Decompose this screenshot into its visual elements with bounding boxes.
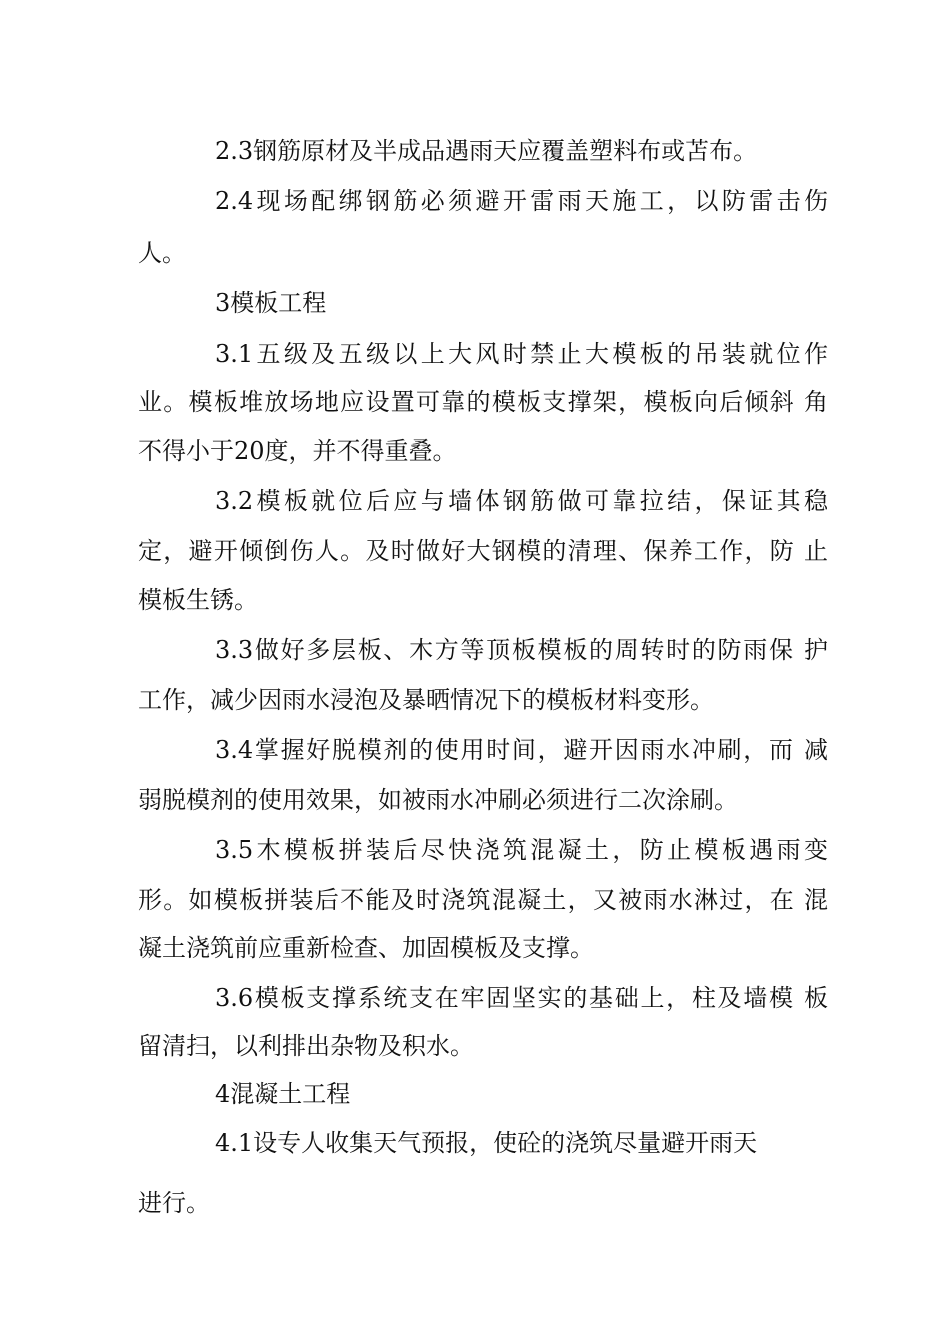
paragraph-3-4-line-2: 弱脱模剂的使用效果，如被雨水冲刷必须进行二次涂刷。 [138,786,738,814]
paragraph-3-4-line-1: 3.4掌握好脱模剂的使用时间，避开因雨水冲刷，而 减 [215,736,828,764]
paragraph-2-4-line-1: 2.4现场配绑钢筋必须避开雷雨天施工，以防雷击伤 [215,187,828,215]
paragraph-3-1-line-2: 业。模板堆放场地应设置可靠的模板支撑架，模板向后倾斜 角 [138,388,828,416]
paragraph-3-1-line-1: 3.1五级及五级以上大风时禁止大模板的吊装就位作 [215,340,828,368]
paragraph-3-3-line-1: 3.3做好多层板、木方等顶板模板的周转时的防雨保 护 [215,636,828,664]
paragraph-3-5-line-2: 形。如模板拼装后不能及时浇筑混凝土，又被雨水淋过，在 混 [138,886,828,914]
paragraph-3-2-line-3: 模板生锈。 [138,586,258,614]
paragraph-3-3-line-2: 工作，减少因雨水浸泡及暴晒情况下的模板材料变形。 [138,686,714,714]
paragraph-3-6-line-2: 留清扫，以利排出杂物及积水。 [138,1032,474,1060]
paragraph-4-1-line-2: 进行。 [138,1189,210,1217]
section-heading-3: 3模板工程 [215,289,327,317]
paragraph-2-4-line-2: 人。 [138,239,186,267]
paragraph-3-1-line-3: 不得小于20度，并不得重叠。 [138,437,457,465]
paragraph-3-5-line-1: 3.5木模板拼装后尽快浇筑混凝土，防止模板遇雨变 [215,836,828,864]
section-heading-4: 4混凝土工程 [215,1080,351,1108]
paragraph-3-5-line-3: 凝土浇筑前应重新检查、加固模板及支撑。 [138,934,594,962]
paragraph-4-1-line-1: 4.1设专人收集天气预报，使砼的浇筑尽量避开雨天 [215,1129,758,1157]
paragraph-3-2-line-2: 定，避开倾倒伤人。及时做好大钢模的清理、保养工作，防 止 [138,537,828,565]
paragraph-3-6-line-1: 3.6模板支撑系统支在牢固坚实的基础上，柱及墙模 板 [215,984,828,1012]
paragraph-3-2-line-1: 3.2模板就位后应与墙体钢筋做可靠拉结，保证其稳 [215,487,828,515]
paragraph-2-3: 2.3钢筋原材及半成品遇雨天应覆盖塑料布或苫布。 [215,137,758,165]
